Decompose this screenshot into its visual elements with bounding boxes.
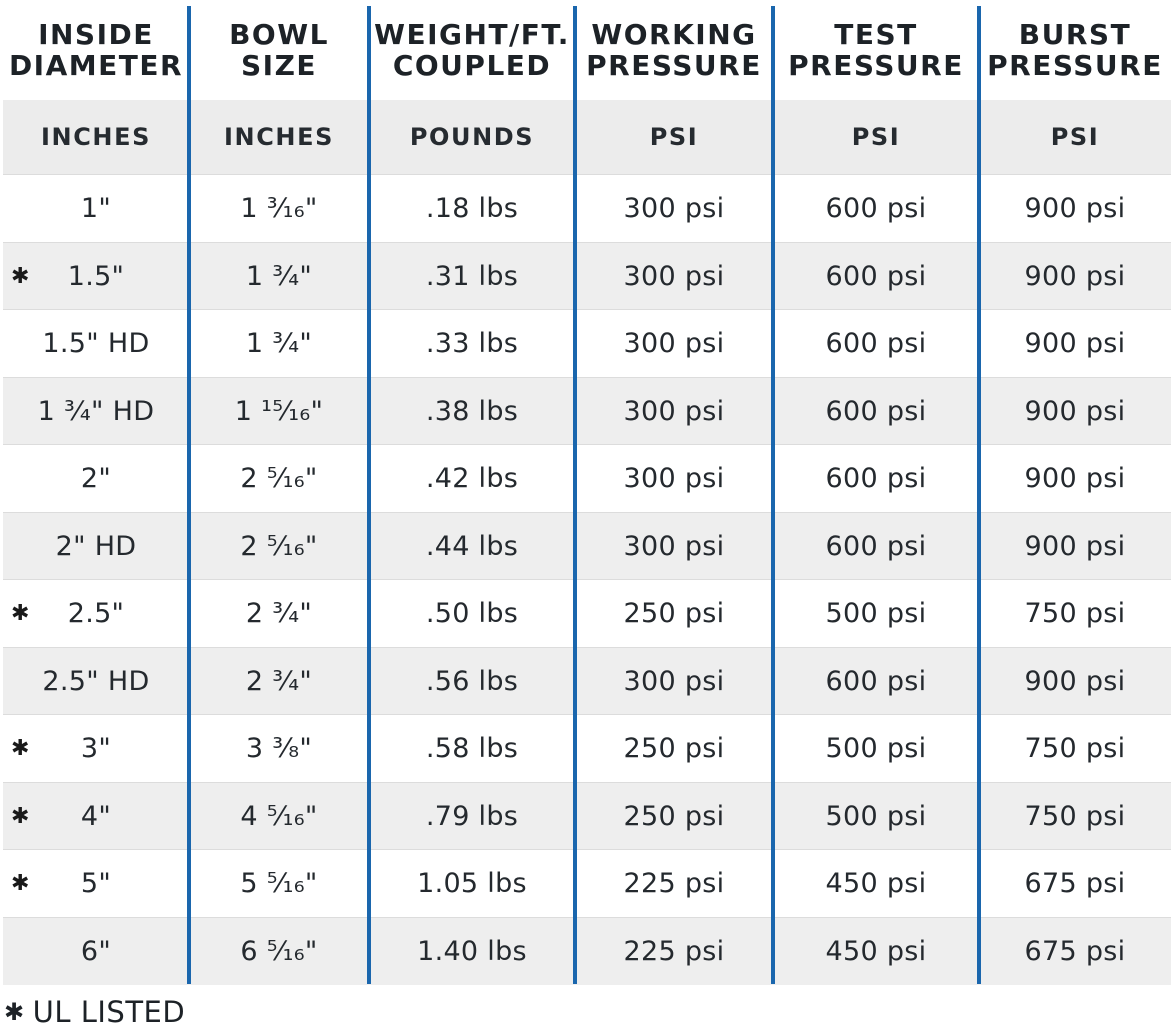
cell-weight: .50 lbs [425, 598, 519, 630]
cell-weight: .31 lbs [425, 260, 519, 292]
cell-burst-pressure: 675 psi [1024, 868, 1126, 900]
cell-burst-pressure: 900 psi [1024, 530, 1126, 562]
hose-spec-table [3, 0, 1171, 984]
cell-burst-pressure: 675 psi [1024, 935, 1126, 967]
cell-bowl-size: 2 ³⁄₄" [245, 598, 313, 630]
table-row [3, 647, 1171, 716]
cell-weight: 1.05 lbs [417, 868, 527, 900]
ul-listed-marker-icon: ✱ [11, 871, 30, 897]
unit-inside-diameter: INCHES [41, 123, 151, 151]
footnote-text: UL LISTED [32, 995, 186, 1029]
col-header-weight: WEIGHT/FT. COUPLED [374, 18, 570, 82]
cell-weight: .33 lbs [425, 328, 519, 360]
col-header-working-pressure: WORKING PRESSURE [586, 18, 762, 82]
cell-test-pressure: 600 psi [825, 193, 927, 225]
cell-weight: .79 lbs [425, 800, 519, 832]
cell-inside-diameter: 1" [80, 193, 112, 225]
column-divider [771, 6, 775, 984]
unit-working-pressure: PSI [649, 123, 699, 151]
cell-burst-pressure: 750 psi [1024, 733, 1126, 765]
cell-test-pressure: 600 psi [825, 665, 927, 697]
header-row [3, 0, 1171, 100]
cell-test-pressure: 500 psi [825, 800, 927, 832]
ul-listed-marker-icon: ✱ [11, 803, 30, 829]
col-header-test-pressure: TEST PRESSURE [788, 18, 964, 82]
cell-weight: .58 lbs [425, 733, 519, 765]
table-row [3, 579, 1171, 648]
table-row [3, 377, 1171, 446]
cell-burst-pressure: 900 psi [1024, 395, 1126, 427]
cell-working-pressure: 300 psi [623, 193, 725, 225]
cell-inside-diameter: 1.5" [67, 260, 125, 292]
cell-inside-diameter: 2" HD [55, 530, 137, 562]
column-divider [977, 6, 981, 984]
cell-test-pressure: 600 psi [825, 463, 927, 495]
cell-test-pressure: 500 psi [825, 598, 927, 630]
cell-burst-pressure: 900 psi [1024, 463, 1126, 495]
cell-working-pressure: 225 psi [623, 868, 725, 900]
cell-burst-pressure: 750 psi [1024, 800, 1126, 832]
cell-burst-pressure: 900 psi [1024, 260, 1126, 292]
table-row [3, 309, 1171, 378]
footnote [4, 992, 185, 1032]
unit-weight: POUNDS [409, 123, 535, 151]
cell-burst-pressure: 900 psi [1024, 328, 1126, 360]
table-row [3, 242, 1171, 311]
col-header-burst-pressure: BURST PRESSURE [987, 18, 1163, 82]
cell-weight: .42 lbs [425, 463, 519, 495]
cell-inside-diameter: 4" [80, 800, 112, 832]
unit-bowl-size: INCHES [224, 123, 334, 151]
cell-bowl-size: 2 ⁵⁄₁₆" [240, 463, 318, 495]
unit-test-pressure: PSI [851, 123, 901, 151]
cell-bowl-size: 3 ³⁄₈" [245, 733, 313, 765]
cell-inside-diameter: 2.5" [67, 598, 125, 630]
cell-bowl-size: 1 ³⁄₁₆" [240, 193, 318, 225]
cell-test-pressure: 600 psi [825, 395, 927, 427]
cell-bowl-size: 2 ⁵⁄₁₆" [240, 530, 318, 562]
cell-working-pressure: 300 psi [623, 328, 725, 360]
cell-test-pressure: 600 psi [825, 260, 927, 292]
cell-working-pressure: 300 psi [623, 463, 725, 495]
cell-bowl-size: 2 ³⁄₄" [245, 665, 313, 697]
table-row [3, 917, 1171, 986]
cell-working-pressure: 300 psi [623, 530, 725, 562]
cell-weight: .38 lbs [425, 395, 519, 427]
column-divider [367, 6, 371, 984]
cell-burst-pressure: 750 psi [1024, 598, 1126, 630]
table-row [3, 444, 1171, 513]
cell-test-pressure: 600 psi [825, 328, 927, 360]
cell-burst-pressure: 900 psi [1024, 193, 1126, 225]
column-divider [573, 6, 577, 984]
cell-bowl-size: 1 ¹⁵⁄₁₆" [234, 395, 324, 427]
cell-test-pressure: 450 psi [825, 868, 927, 900]
cell-test-pressure: 450 psi [825, 935, 927, 967]
cell-bowl-size: 1 ³⁄₄" [245, 328, 313, 360]
cell-inside-diameter: 1 ³⁄₄" HD [37, 395, 155, 427]
col-header-inside-diameter: INSIDE DIAMETER [8, 18, 184, 82]
ul-listed-marker-icon: ✱ [11, 736, 30, 762]
cell-test-pressure: 600 psi [825, 530, 927, 562]
cell-bowl-size: 1 ³⁄₄" [245, 260, 313, 292]
column-divider [187, 6, 191, 984]
cell-working-pressure: 250 psi [623, 800, 725, 832]
table-row [3, 174, 1171, 243]
unit-row [3, 100, 1171, 174]
cell-weight: .18 lbs [425, 193, 519, 225]
cell-inside-diameter: 1.5" HD [42, 328, 150, 360]
cell-weight: .56 lbs [425, 665, 519, 697]
cell-weight: 1.40 lbs [417, 935, 527, 967]
cell-working-pressure: 250 psi [623, 733, 725, 765]
ul-listed-marker-icon: ✱ [4, 998, 25, 1026]
cell-weight: .44 lbs [425, 530, 519, 562]
cell-bowl-size: 5 ⁵⁄₁₆" [240, 868, 318, 900]
cell-inside-diameter: 2.5" HD [42, 665, 150, 697]
cell-working-pressure: 300 psi [623, 395, 725, 427]
cell-bowl-size: 4 ⁵⁄₁₆" [240, 800, 318, 832]
cell-burst-pressure: 900 psi [1024, 665, 1126, 697]
table-row [3, 512, 1171, 581]
cell-inside-diameter: 2" [80, 463, 112, 495]
table-row [3, 714, 1171, 783]
cell-inside-diameter: 3" [80, 733, 112, 765]
cell-test-pressure: 500 psi [825, 733, 927, 765]
ul-listed-marker-icon: ✱ [11, 263, 30, 289]
col-header-bowl-size: BOWL SIZE [229, 18, 329, 82]
table-row [3, 782, 1171, 851]
cell-working-pressure: 300 psi [623, 665, 725, 697]
cell-inside-diameter: 5" [80, 868, 112, 900]
unit-burst-pressure: PSI [1050, 123, 1100, 151]
cell-working-pressure: 225 psi [623, 935, 725, 967]
cell-bowl-size: 6 ⁵⁄₁₆" [240, 935, 318, 967]
table-row [3, 849, 1171, 918]
cell-working-pressure: 300 psi [623, 260, 725, 292]
ul-listed-marker-icon: ✱ [11, 601, 30, 627]
cell-inside-diameter: 6" [80, 935, 112, 967]
cell-working-pressure: 250 psi [623, 598, 725, 630]
